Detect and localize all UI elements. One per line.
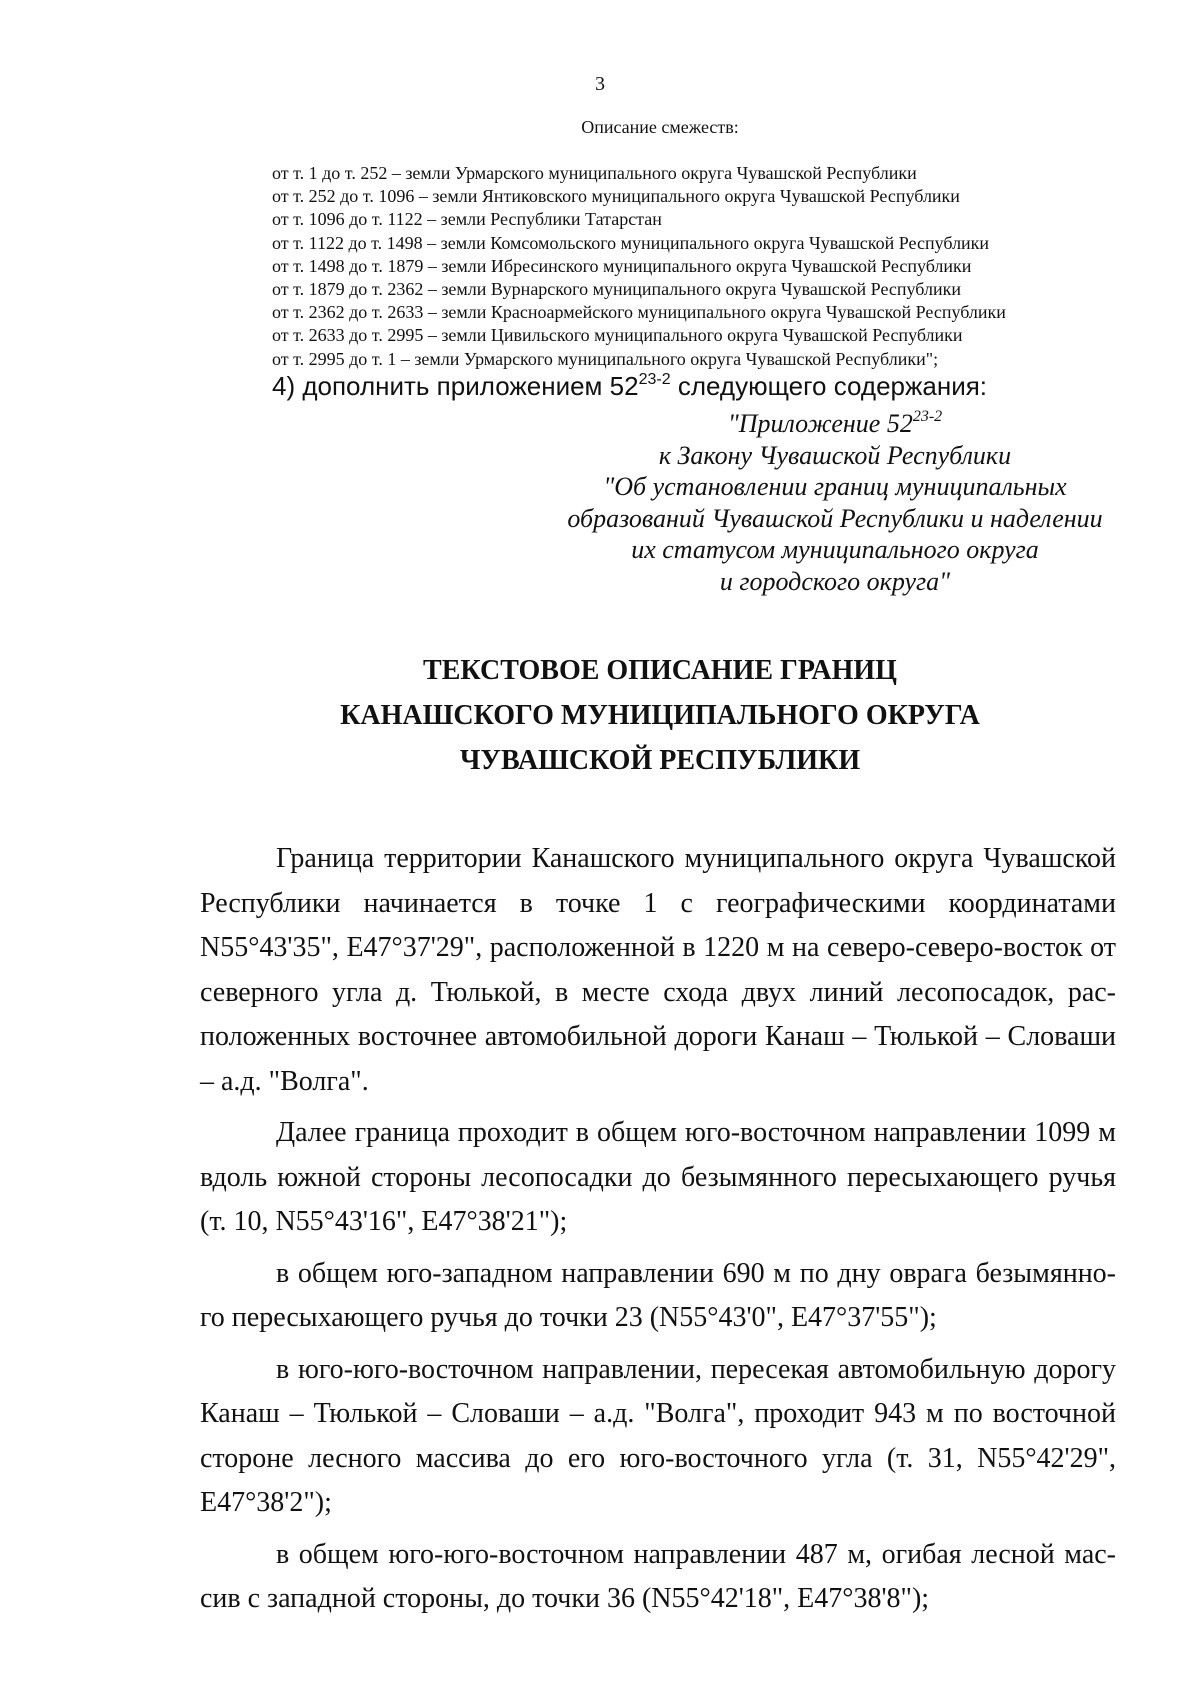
amendment-suffix: следующего содержания: <box>670 371 988 401</box>
document-title-line: КАНАШСКОГО МУНИЦИПАЛЬНОГО ОКРУГА <box>340 700 980 731</box>
appendix-note-line <box>540 408 1130 440</box>
document-title-line: ТЕКСТОВОЕ ОПИСАНИЕ ГРАНИЦ <box>423 655 897 686</box>
appendix-note-line: к Закону Чувашской Республики <box>658 440 1012 470</box>
adjacency-item: от т. 2995 до т. 1 – земли Урмарского муниципального округа Чувашской Республики"; <box>272 348 939 369</box>
amendment-clause <box>272 369 987 403</box>
appendix-note-line: "Об установлении границ муниципальных <box>603 472 1067 502</box>
appendix-note-line: и городского округа" <box>719 566 951 596</box>
adjacency-item: от т. 1498 до т. 1879 – земли Ибресинского муниципального округа Чувашской Республики <box>272 255 972 276</box>
boundary-description <box>200 837 1116 1629</box>
body-paragraph: в юго-юго-восточном направлении, пересекая автомобильную дорогу Канаш – Тюлькой – Словаши – а.д. "Волга", проходит 943 м по восточной стороне лесного массива до его юго-восточного угла (т. 31, N55°42'29", E47°38'2"); <box>200 1353 1116 1518</box>
adjacency-item: от т. 1122 до т. 1498 – земли Комсомольского муниципального округа Чувашской Республики <box>272 232 990 253</box>
body-paragraph: в общем юго-западном направлении 690 м по дну оврага безымянного пересыхающего ручья до точки 23 (N55°43'0", E47°37'55"); <box>200 1257 1116 1333</box>
page-number: 3 <box>595 73 605 95</box>
adjacency-item: от т. 1096 до т. 1122 – земли Республики Татарстан <box>272 209 662 230</box>
document-title <box>0 648 1200 783</box>
amendment-superscript: 23-2 <box>638 371 671 388</box>
appendix-note-superscript: 23-2 <box>912 408 943 425</box>
appendix-note-line: образований Чувашской Республики и наделении <box>567 503 1103 533</box>
adjacency-list <box>272 162 1152 371</box>
adjacency-item: от т. 1879 до т. 2362 – земли Вурнарского муниципального округа Чувашской Республики <box>272 279 961 300</box>
appendix-note <box>540 408 1130 598</box>
appendix-note-prefix: "Приложение 52 <box>727 409 913 438</box>
adjacency-title: Описание смежеств: <box>581 117 739 137</box>
adjacency-item: от т. 2362 до т. 2633 – земли Красноармейского муниципального округа Чувашской Республики <box>272 302 1006 323</box>
adjacency-item: от т. 1 до т. 252 – земли Урмарского муниципального округа Чувашской Республики <box>272 163 917 183</box>
body-paragraph: Граница территории Канашского муниципального округа Чувашской Республики начинается в точке 1 с географическими координатами N55°43'35", E47°37'29", расположенной в 1220 м на северо-северо-восток от северного угла д. Тюлькой, в месте схода двух линий лесопосадок, расположенных восточнее автомобильной дороги Канаш – Тюлькой – Словаши – а.д. "Волга". <box>200 843 1116 1097</box>
body-paragraph: в общем юго-юго-восточном направлении 487 м, огибая лесной массив с западной стороны, до точки 36 (N55°42'18", E47°38'8"); <box>200 1538 1116 1614</box>
body-paragraph: Далее граница проходит в общем юго-восточном направлении 1099 м вдоль южной стороны лесопосадки до безымянного пересыхающего ручья (т. 10, N55°43'16", E47°38'21"); <box>200 1117 1116 1237</box>
adjacency-item: от т. 2633 до т. 2995 – земли Цивильского муниципального округа Чувашской Республики <box>272 325 963 346</box>
amendment-prefix: 4) дополнить приложением 52 <box>272 371 639 401</box>
appendix-note-line: их статусом муниципального округа <box>631 535 1039 565</box>
adjacency-item: от т. 252 до т. 1096 – земли Янтиковского муниципального округа Чувашской Республики <box>272 186 960 207</box>
document-title-line: ЧУВАШСКОЙ РЕСПУБЛИКИ <box>459 745 861 776</box>
